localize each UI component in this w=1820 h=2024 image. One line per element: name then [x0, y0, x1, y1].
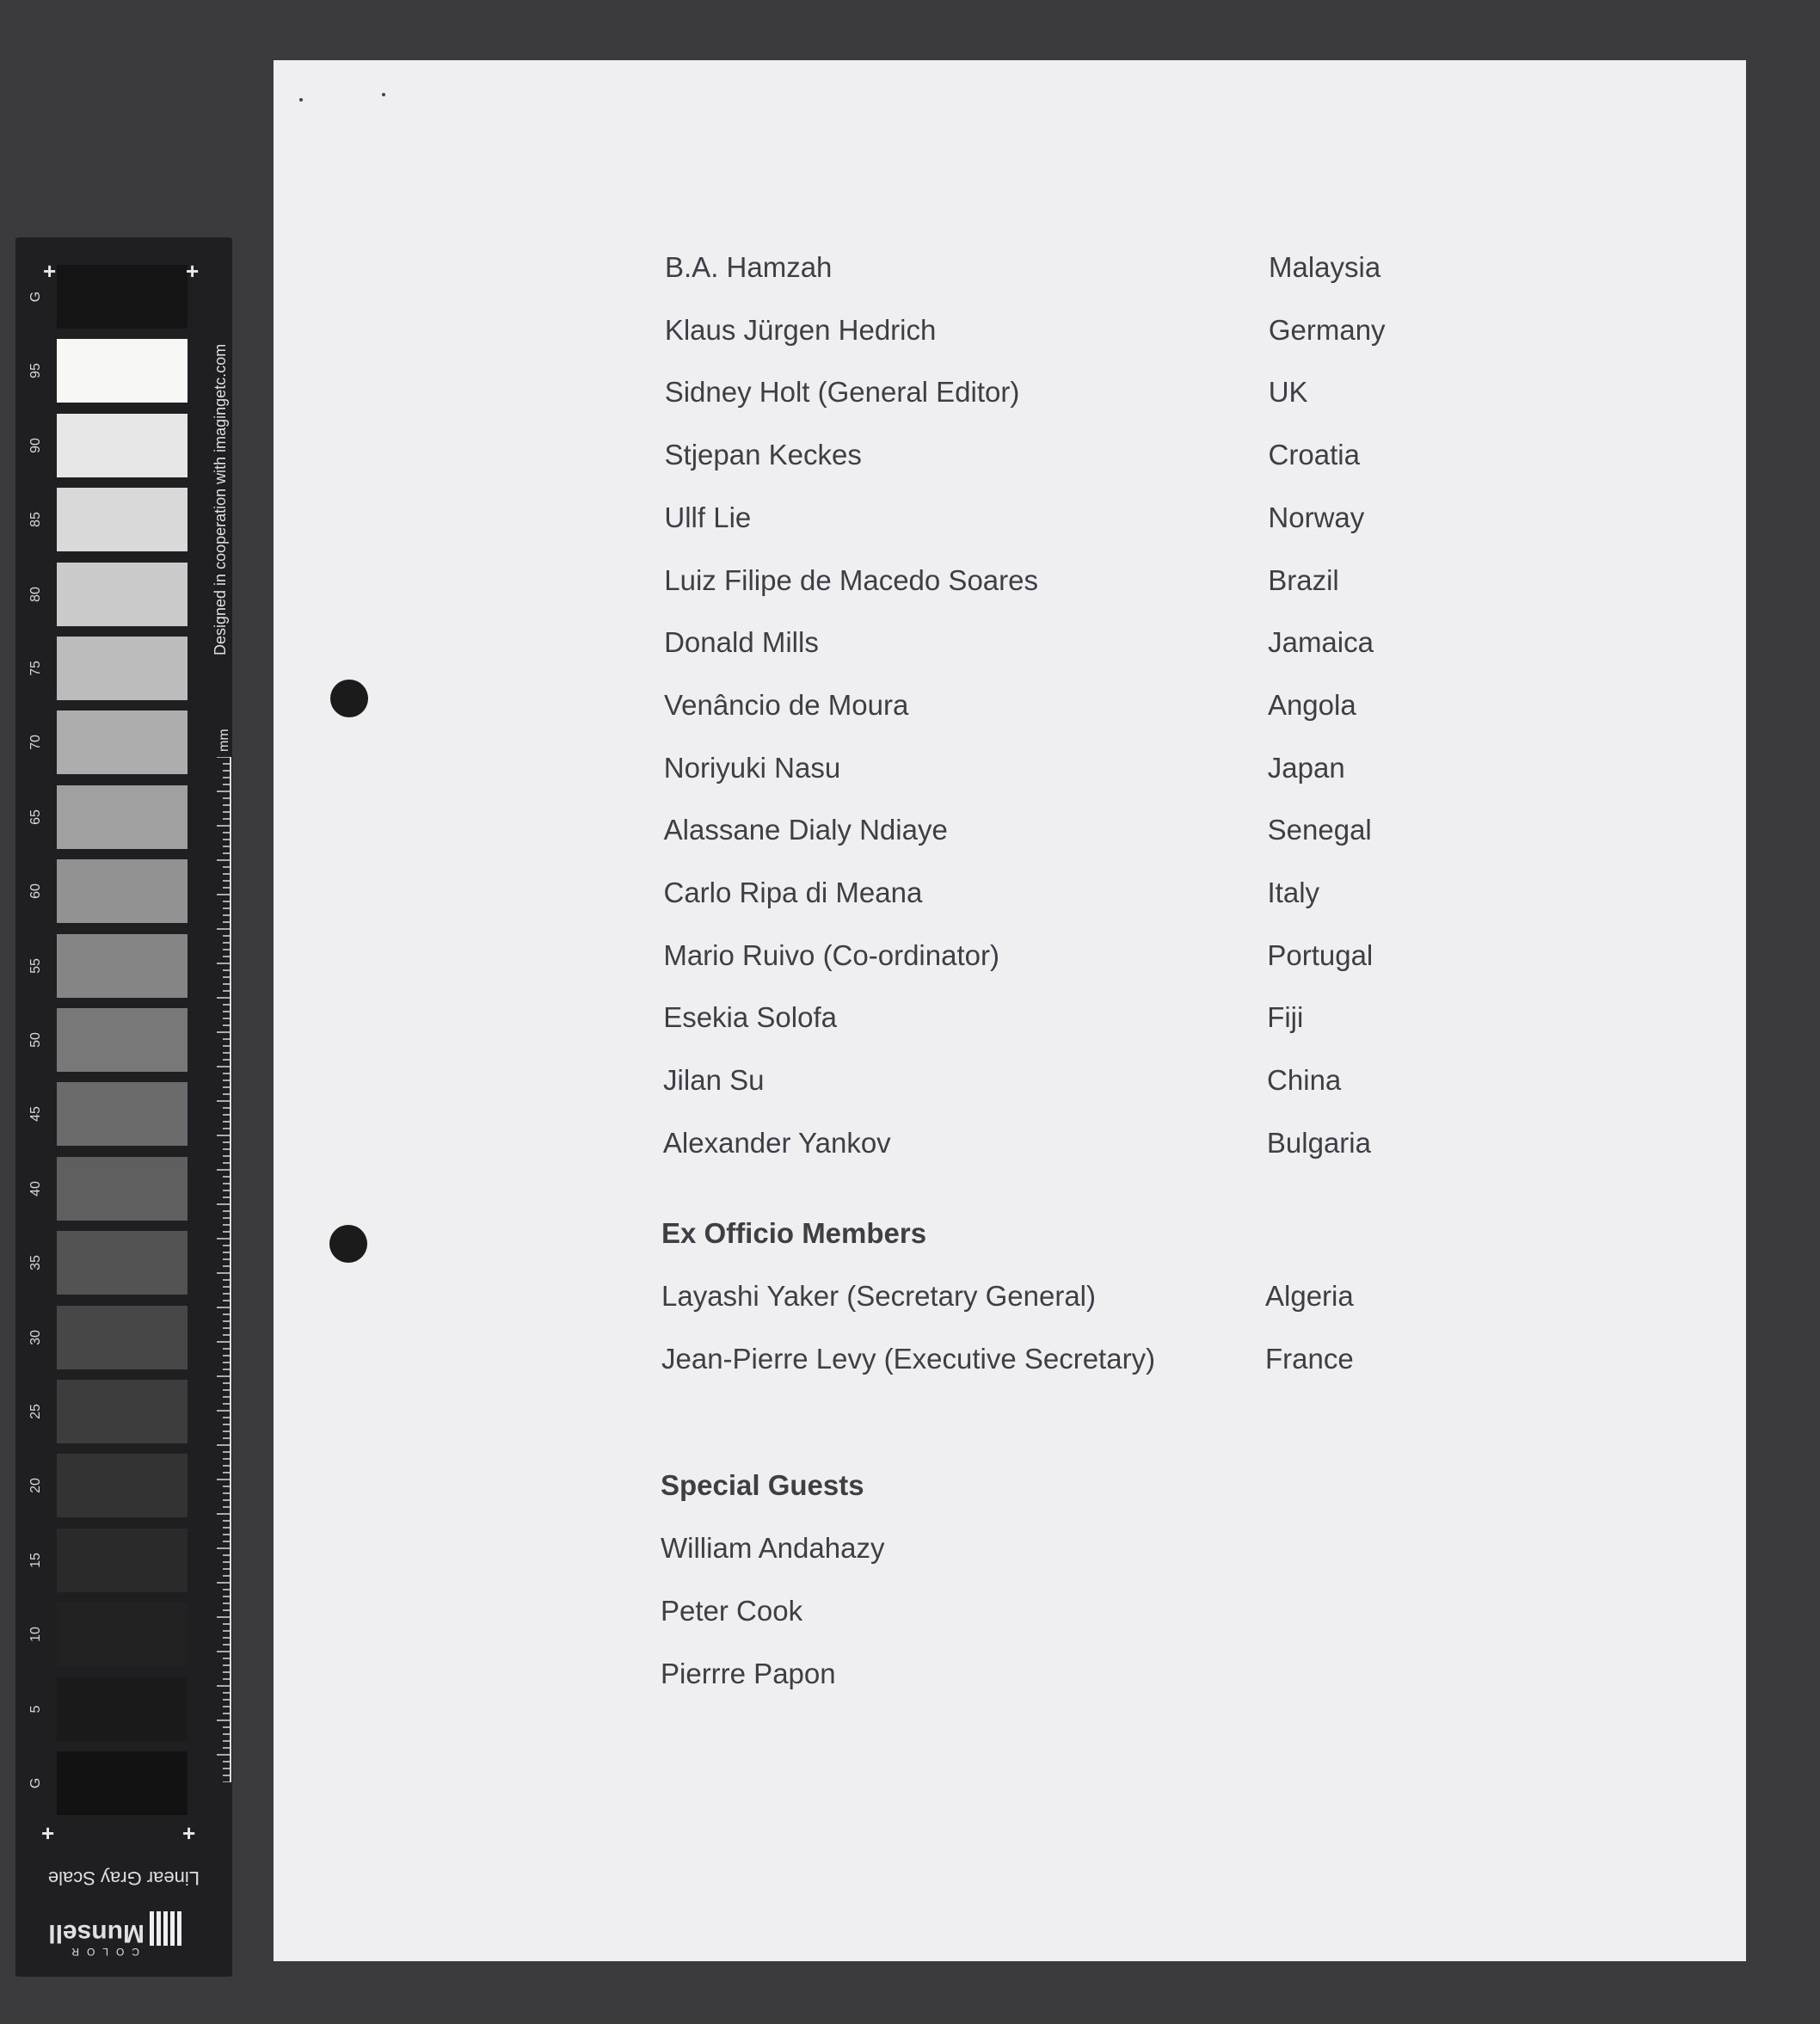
gray-swatch	[57, 563, 188, 626]
gray-swatch	[57, 934, 188, 998]
mm-ruler	[215, 757, 232, 1782]
scale-tick-label: 55	[28, 957, 43, 974]
scale-credit: Designed in cooperation with imagingetc.com	[212, 343, 229, 655]
scale-tick-label: 85	[28, 512, 43, 528]
member-name: Peter Cook	[661, 1595, 803, 1627]
scale-tick-label: 45	[28, 1106, 43, 1123]
member-name: Klaus Jürgen Hedrich	[664, 313, 937, 346]
scale-tick-label: 75	[28, 661, 43, 676]
scale-tick-label: 50	[28, 1032, 43, 1048]
scale-tick-label: 65	[28, 809, 43, 825]
gray-swatch	[57, 785, 188, 849]
gray-swatch	[57, 637, 188, 700]
member-country: Norway	[1268, 501, 1365, 533]
brand-sub: COLOR	[64, 1946, 139, 1958]
paper-speck	[382, 93, 385, 96]
member-country: Bulgaria	[1266, 1126, 1371, 1159]
member-name: Carlo Ripa di Meana	[663, 877, 923, 908]
member-country: UK	[1268, 376, 1308, 409]
gray-swatch	[57, 1677, 188, 1741]
member-country: Senegal	[1267, 814, 1372, 846]
gray-swatch	[57, 1231, 188, 1295]
member-country: China	[1267, 1064, 1342, 1097]
gray-swatch	[57, 1751, 188, 1815]
special-guests-heading: Special Guests	[661, 1469, 864, 1501]
gray-swatch	[57, 339, 188, 403]
scale-tick-label: 80	[28, 586, 43, 602]
gray-swatch	[57, 414, 188, 477]
punch-hole	[329, 1225, 367, 1263]
scale-tick-label: 15	[28, 1552, 43, 1568]
member-name: Jean-Pierre Levy (Executive Secretary)	[661, 1343, 1156, 1375]
member-name: Noriyuki Nasu	[663, 751, 841, 784]
scale-tick-label: 70	[28, 735, 43, 751]
gray-scale-strip	[15, 237, 232, 1977]
gray-swatch	[57, 1008, 188, 1072]
member-country: France	[1265, 1343, 1354, 1375]
member-name: Pierrre Papon	[661, 1658, 836, 1689]
gray-swatch	[57, 1380, 188, 1443]
member-country: Brazil	[1268, 563, 1339, 596]
member-country: Italy	[1267, 877, 1320, 908]
member-name: Alexander Yankov	[662, 1126, 891, 1159]
member-country: Jamaica	[1268, 626, 1374, 659]
member-name: Jilan Su	[663, 1064, 765, 1097]
member-name: Ullf Lie	[664, 501, 752, 533]
scale-tick-label: 25	[28, 1404, 43, 1419]
munsell-logo-icon	[150, 1911, 184, 1946]
scale-tick-label: G	[28, 1777, 43, 1789]
member-name: Stjepan Keckes	[664, 439, 862, 471]
member-country: Algeria	[1265, 1280, 1354, 1312]
member-name: B.A. Hamzah	[665, 251, 833, 283]
scale-tick-label: 35	[28, 1255, 43, 1271]
scale-tick-label: 10	[28, 1627, 43, 1643]
scale-tick-label: 5	[28, 1705, 43, 1713]
scale-tick-label: 95	[28, 363, 43, 379]
member-name: Esekia Solofa	[663, 1001, 837, 1034]
gray-swatch	[57, 1157, 188, 1221]
member-name: Donald Mills	[664, 626, 819, 659]
gray-swatch	[57, 1306, 188, 1369]
gray-swatch	[57, 1603, 188, 1666]
member-name: Venâncio de Moura	[663, 688, 909, 721]
gray-swatch	[57, 265, 188, 329]
document-page	[274, 60, 1746, 1961]
member-country: Croatia	[1268, 439, 1360, 471]
member-country: Malaysia	[1269, 251, 1381, 283]
registration-mark: +	[186, 258, 200, 284]
member-country: Japan	[1267, 751, 1345, 784]
gray-swatch	[57, 1529, 188, 1592]
member-name: Sidney Holt (General Editor)	[664, 376, 1020, 409]
gray-swatch	[57, 711, 188, 774]
gray-swatch	[57, 1454, 188, 1517]
gray-swatch	[57, 1082, 188, 1146]
scale-tick-label: 90	[28, 437, 43, 453]
scale-tick-label: G	[28, 291, 43, 303]
registration-mark: +	[43, 258, 57, 284]
paper-speck	[299, 98, 303, 102]
scale-tick-label: 40	[28, 1180, 43, 1197]
ex-officio-heading: Ex Officio Members	[661, 1217, 927, 1249]
scale-unit: mm	[217, 729, 231, 752]
member-name: Alassane Dialy Ndiaye	[663, 814, 948, 846]
scale-tick-label: 30	[28, 1329, 43, 1345]
member-country: Portugal	[1267, 938, 1374, 971]
gray-swatch	[57, 859, 188, 923]
brand-name: Munsell	[48, 1919, 144, 1947]
member-country: Angola	[1267, 688, 1356, 721]
punch-hole	[330, 680, 368, 717]
member-name: William Andahazy	[661, 1532, 885, 1564]
registration-mark: +	[41, 1820, 55, 1846]
member-country: Fiji	[1267, 1001, 1304, 1034]
scale-title: Linear Gray Scale	[47, 1867, 200, 1889]
member-name: Layashi Yaker (Secretary General)	[661, 1280, 1097, 1312]
scale-tick-label: 20	[28, 1478, 43, 1494]
gray-swatch	[57, 488, 188, 551]
scale-tick-label: 60	[28, 883, 43, 900]
member-name: Luiz Filipe de Macedo Soares	[664, 563, 1038, 596]
member-name: Mario Ruivo (Co-ordinator)	[663, 938, 999, 971]
registration-mark: +	[182, 1820, 196, 1846]
member-country: Germany	[1268, 313, 1386, 346]
